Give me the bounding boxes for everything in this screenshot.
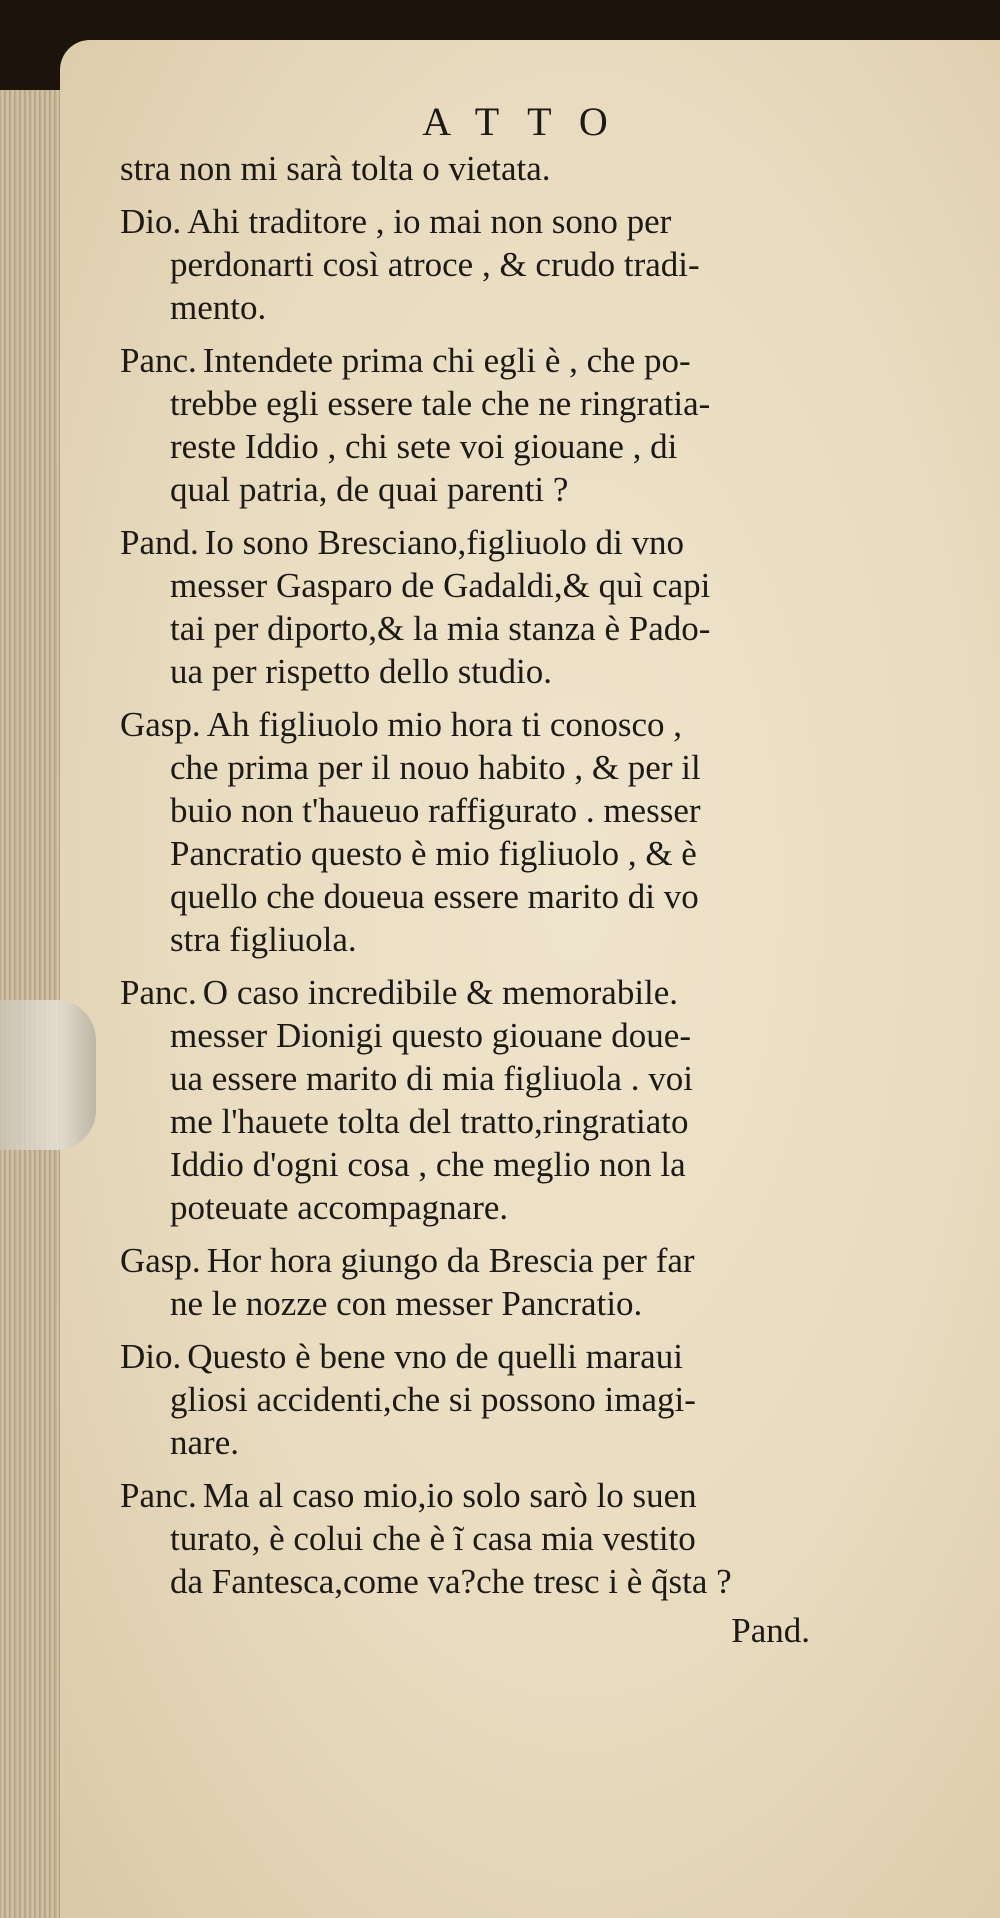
text-line: ua per rispetto dello studio. <box>170 652 553 691</box>
text-line: trebbe egli essere tale che ne ringratia- <box>170 384 711 423</box>
running-header: ATTO <box>422 99 636 144</box>
text-line: stra figliuola. <box>170 920 357 959</box>
speaker-label: Pand. <box>120 523 199 562</box>
text-line: Pancratio questo è mio figliuolo , & è <box>170 834 697 873</box>
text-line: Iddio d'ogni cosa , che meglio non la <box>170 1145 686 1184</box>
text-line: da Fantesca,come va?che tresc i è q̃sta ? <box>170 1562 732 1601</box>
text-line: quello che doueua essere marito di vo <box>170 877 699 916</box>
text-line: Intendete prima chi egli è , che po- <box>202 341 691 380</box>
text-line: gliosi accidenti,che si possono imagi- <box>170 1380 696 1419</box>
page-text <box>120 100 910 1652</box>
text-line: ne le nozze con messer Pancratio. <box>170 1284 643 1323</box>
text-line: nare. <box>170 1423 239 1462</box>
speaker-label: Panc. <box>120 341 197 380</box>
text-line: mento. <box>170 288 267 327</box>
speech <box>120 971 910 1229</box>
text-line: Io sono Bresciano,figliuolo di vno <box>204 523 685 562</box>
text-line: Ahi traditore , io mai non sono per <box>187 202 672 241</box>
text-line: tai per diporto,& la mia stanza è Pado- <box>170 609 711 648</box>
speaker-label: Dio. <box>120 1337 182 1376</box>
speaker-label: Panc. <box>120 1476 197 1515</box>
speech <box>120 1474 910 1603</box>
speech <box>120 1335 910 1464</box>
text-line: che prima per il nouo habito , & per il <box>170 748 701 787</box>
text-line: buio non t'haueuo raffigurato . messer <box>170 791 701 830</box>
text-line: me l'hauete tolta del tratto,ringratiato <box>170 1102 689 1141</box>
speaker-label: Gasp. <box>120 705 201 744</box>
speaker-label: Dio. <box>120 202 182 241</box>
text-line: poteuate accompagnare. <box>170 1188 509 1227</box>
text-line: Ah figliuolo mio hora ti conosco , <box>206 705 683 744</box>
text-line: Hor hora giungo da Brescia per far <box>206 1241 695 1280</box>
speech <box>120 200 910 329</box>
book-clip <box>0 1000 96 1150</box>
text-line: messer Dionigi questo giouane doue- <box>170 1016 692 1055</box>
text-line: Ma al caso mio,io solo sarò lo suen <box>202 1476 697 1515</box>
speech <box>120 521 910 693</box>
text-line: messer Gasparo de Gadaldi,& quì capi <box>170 566 711 605</box>
catchword: Pand. <box>731 1611 810 1650</box>
speech <box>120 1239 910 1325</box>
text-line: reste Iddio , chi sete voi giouane , di <box>170 427 678 466</box>
text-line: ua essere marito di mia figliuola . voi <box>170 1059 693 1098</box>
text-line: qual patria, de quai parenti ? <box>170 470 569 509</box>
text-line: Questo è bene vno de quelli maraui <box>187 1337 683 1376</box>
text-line: stra non mi sarà tolta o vietata. <box>120 149 551 188</box>
speaker-label: Gasp. <box>120 1241 201 1280</box>
speech <box>120 339 910 511</box>
text-line: perdonarti così atroce , & crudo tradi- <box>170 245 700 284</box>
text-line: O caso incredibile & memorabile. <box>202 973 679 1012</box>
text-line: turato, è colui che è ĩ casa mia vestito <box>170 1519 696 1558</box>
speech <box>120 703 910 961</box>
speaker-label: Panc. <box>120 973 197 1012</box>
